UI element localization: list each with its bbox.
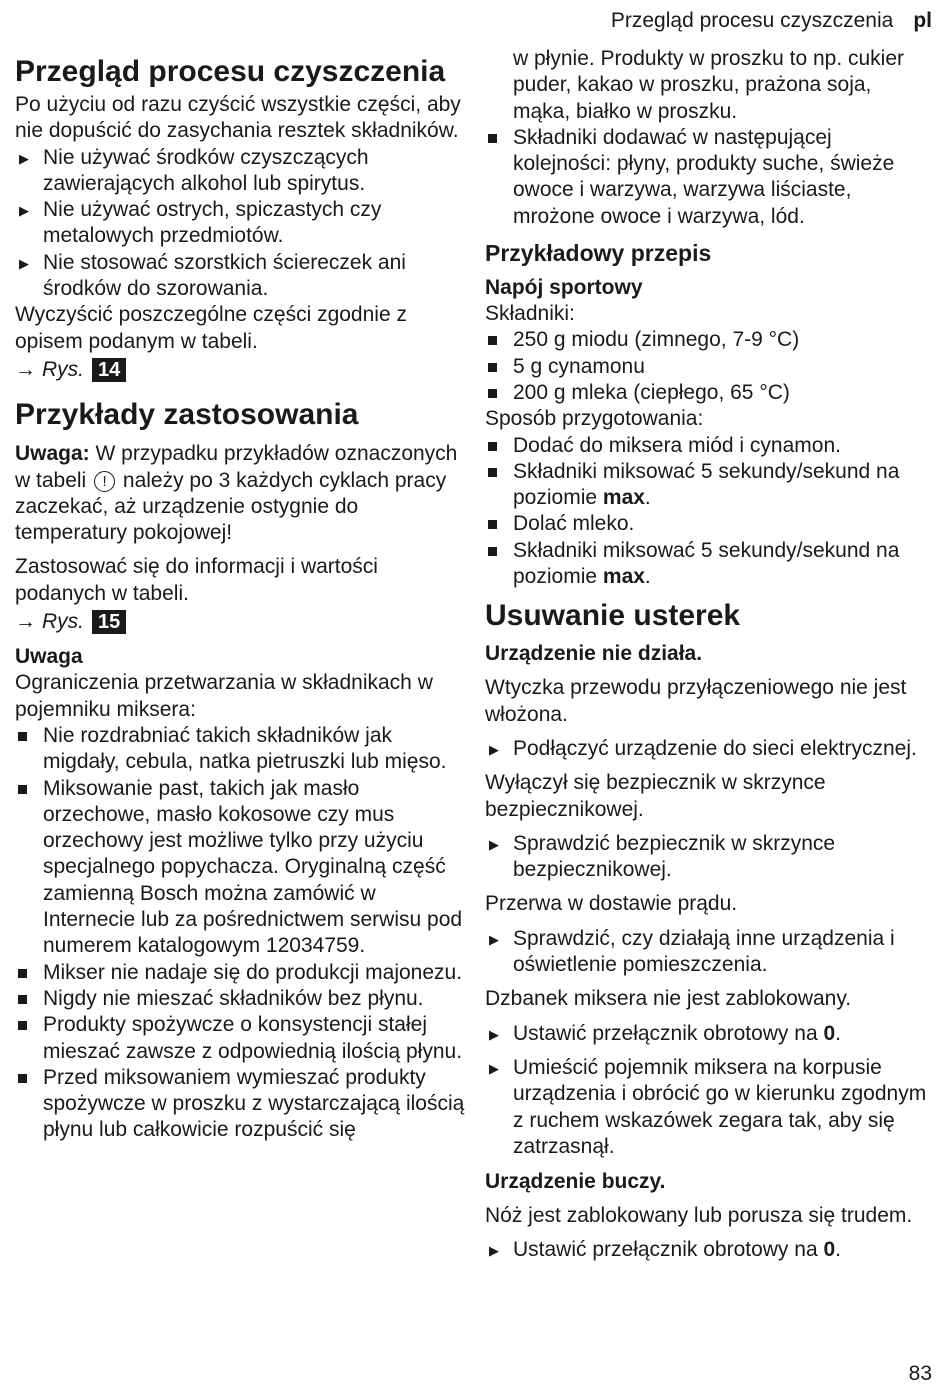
triangle-bullet-icon: ▶ [489, 1060, 499, 1076]
step-item: Dolać mleko. [485, 511, 933, 537]
troubleshooting-subheading: Urządzenie buczy. [485, 1170, 666, 1194]
cause-text: Przerwa w dostawie prądu. [485, 892, 738, 916]
arrow-right-icon: → [15, 610, 36, 634]
troubleshooting-subheading: Urządzenie nie działa. [485, 642, 703, 666]
usage-note: Uwaga: W przypadku przykładów oznaczonych w tabeli ! należy po 3 każdych cyklach pracy zaczekać, aż urządzenie ostygnie do temperatury pokojowej! [15, 442, 458, 545]
square-bullet-icon [488, 134, 497, 143]
list-item: Miksowanie past, takich jak masło orzechowe, masło kokosowe czy mus orzechowy jest możliwe tylko przy użyciu specjalnego popychacza. Oryginalną część zamienną Bosch można zamówić w Internecie lub za pośrednictwem serwisu pod numerem katalogowym 12034759. [15, 776, 465, 960]
step-item: Dodać do miksera miód i cynamon. [485, 433, 933, 459]
list-item: ▶ Nie używać środków czyszczących zawierających alkohol lub spirytus. [19, 145, 369, 195]
list-item: Nigdy nie mieszać składników bez płynu. [15, 986, 465, 1012]
triangle-bullet-icon: ▶ [489, 1026, 499, 1042]
preparation-label: Sposób przygotowania: [485, 407, 704, 431]
list-item: Mikser nie nadaje się do produkcji majonezu. [15, 960, 465, 986]
ingredient-item: 5 g cynamonu [485, 354, 933, 380]
arrow-right-icon: → [15, 357, 36, 381]
triangle-bullet-icon: ▶ [489, 741, 499, 757]
warning-icon: ! [94, 471, 115, 492]
page-header [611, 8, 932, 34]
list-item: Składniki dodawać w następującej kolejności: płyny, produkty suche, świeże owoce i warzywa, warzywa liściaste, mrożone owoce i warzywa, lód. [485, 125, 933, 230]
right-column [485, 46, 933, 1264]
cleaning-outro: Wyczyścić poszczególne części zgodnie z opisem podanym w tabeli. [15, 303, 407, 353]
remedy-item: ▶ Podłączyć urządzenie do sieci elektrycznej. [485, 736, 933, 762]
figure-label: Rys. [42, 610, 84, 634]
cause-text: Nóż jest zablokowany lub porusza się trudem. [485, 1204, 913, 1228]
square-bullet-icon [488, 363, 497, 372]
cleaning-intro: Po użyciu od razu czyścić wszystkie części, aby nie dopuścić do zasychania resztek składników. [15, 93, 461, 143]
square-bullet-icon [488, 468, 497, 477]
cleaning-overview-heading: Przegląd procesu czyszczenia [15, 55, 446, 88]
troubleshooting-heading: Usuwanie usterek [485, 599, 741, 633]
square-bullet-icon [18, 1074, 27, 1083]
uwaga-intro: Ograniczenia przetwarzania w składnikach w pojemniku miksera: [15, 671, 433, 721]
square-bullet-icon [18, 732, 27, 741]
triangle-bullet-icon: ▶ [19, 255, 29, 271]
note-label: Uwaga: [15, 442, 90, 466]
figure-reference [15, 609, 465, 635]
figure-label: Rys. [42, 357, 84, 381]
list-item: ▶ Nie stosować szorstkich ściereczek ani środków do szorowania. [19, 250, 406, 301]
step-item: Składniki miksować 5 sekundy/sekund na poziomie max. [485, 459, 933, 512]
list-item-continued: w płynie. Produkty w proszku to np. cukier puder, kakao w proszku, prażona soja, mąka, białko w proszku. [513, 47, 905, 123]
ingredients-label: Składniki: [485, 302, 575, 326]
square-bullet-icon [488, 336, 497, 345]
square-bullet-icon [488, 547, 497, 556]
triangle-bullet-icon: ▶ [489, 1243, 499, 1259]
recipe-name: Napój sportowy [485, 276, 643, 300]
language-code: pl [913, 9, 932, 32]
square-bullet-icon [18, 969, 27, 978]
square-bullet-icon [488, 389, 497, 398]
usage-paragraph: Zastosować się do informacji i wartości podanych w tabeli. [15, 555, 378, 605]
list-item: ▶ Nie używać ostrych, spiczastych czy metalowych przedmiotów. [19, 198, 382, 248]
remedy-item: ▶ Ustawić przełącznik obrotowy na 0. [485, 1237, 933, 1263]
triangle-bullet-icon: ▶ [19, 203, 29, 219]
square-bullet-icon [18, 785, 27, 794]
triangle-bullet-icon: ▶ [19, 150, 29, 166]
page-number: 83 [908, 1362, 932, 1385]
ingredient-item: 250 g miodu (zimnego, 7-9 °C) [485, 327, 933, 353]
uwaga-heading: Uwaga [15, 645, 83, 669]
triangle-bullet-icon: ▶ [489, 931, 499, 947]
remedy-item: ▶ Sprawdzić, czy działają inne urządzenia i oświetlenie pomieszczenia. [489, 926, 895, 977]
recipe-heading: Przykładowy przepis [485, 240, 712, 267]
square-bullet-icon [18, 995, 27, 1004]
header-title: Przegląd procesu czyszczenia [610, 9, 894, 32]
list-item: Przed miksowaniem wymieszać produkty spożywcze w proszku z wystarczającą ilością płynu lub całkowicie rozpuścić się [15, 1065, 465, 1144]
ingredient-item: 200 g mleka (ciepłego, 65 °C) [485, 380, 933, 406]
remedy-item: ▶ Umieścić pojemnik miksera na korpusie urządzenia i obrócić go w kierunku zgodnym z ruchem wskazówek zegara tak, aby się zatrzasnął. [489, 1055, 927, 1158]
triangle-bullet-icon: ▶ [489, 836, 499, 852]
list-item: Nie rozdrabniać takich składników jak migdały, cebula, natka pietruszki lub mięso. [15, 723, 465, 776]
figure-number-badge: 14 [92, 358, 126, 382]
figure-number-badge: 15 [92, 610, 126, 634]
list-item: Produkty spożywcze o konsystencji stałej mieszać zawsze z odpowiednią ilością płynu. [15, 1012, 465, 1065]
usage-examples-heading: Przykłady zastosowania [15, 398, 359, 432]
cause-text: Wtyczka przewodu przyłączeniowego nie jest włożona. [485, 676, 907, 726]
square-bullet-icon [18, 1021, 27, 1030]
remedy-item: ▶ Sprawdzić bezpiecznik w skrzynce bezpiecznikowej. [489, 831, 836, 882]
figure-reference [15, 357, 465, 383]
cause-text: Wyłączył się bezpiecznik w skrzynce bezpiecznikowej. [485, 771, 826, 821]
left-column [15, 44, 465, 1144]
square-bullet-icon [488, 520, 497, 529]
square-bullet-icon [488, 442, 497, 451]
cause-text: Dzbanek miksera nie jest zablokowany. [485, 987, 852, 1011]
remedy-item: ▶ Ustawić przełącznik obrotowy na 0. [485, 1021, 933, 1047]
step-item: Składniki miksować 5 sekundy/sekund na poziomie max. [485, 538, 933, 591]
